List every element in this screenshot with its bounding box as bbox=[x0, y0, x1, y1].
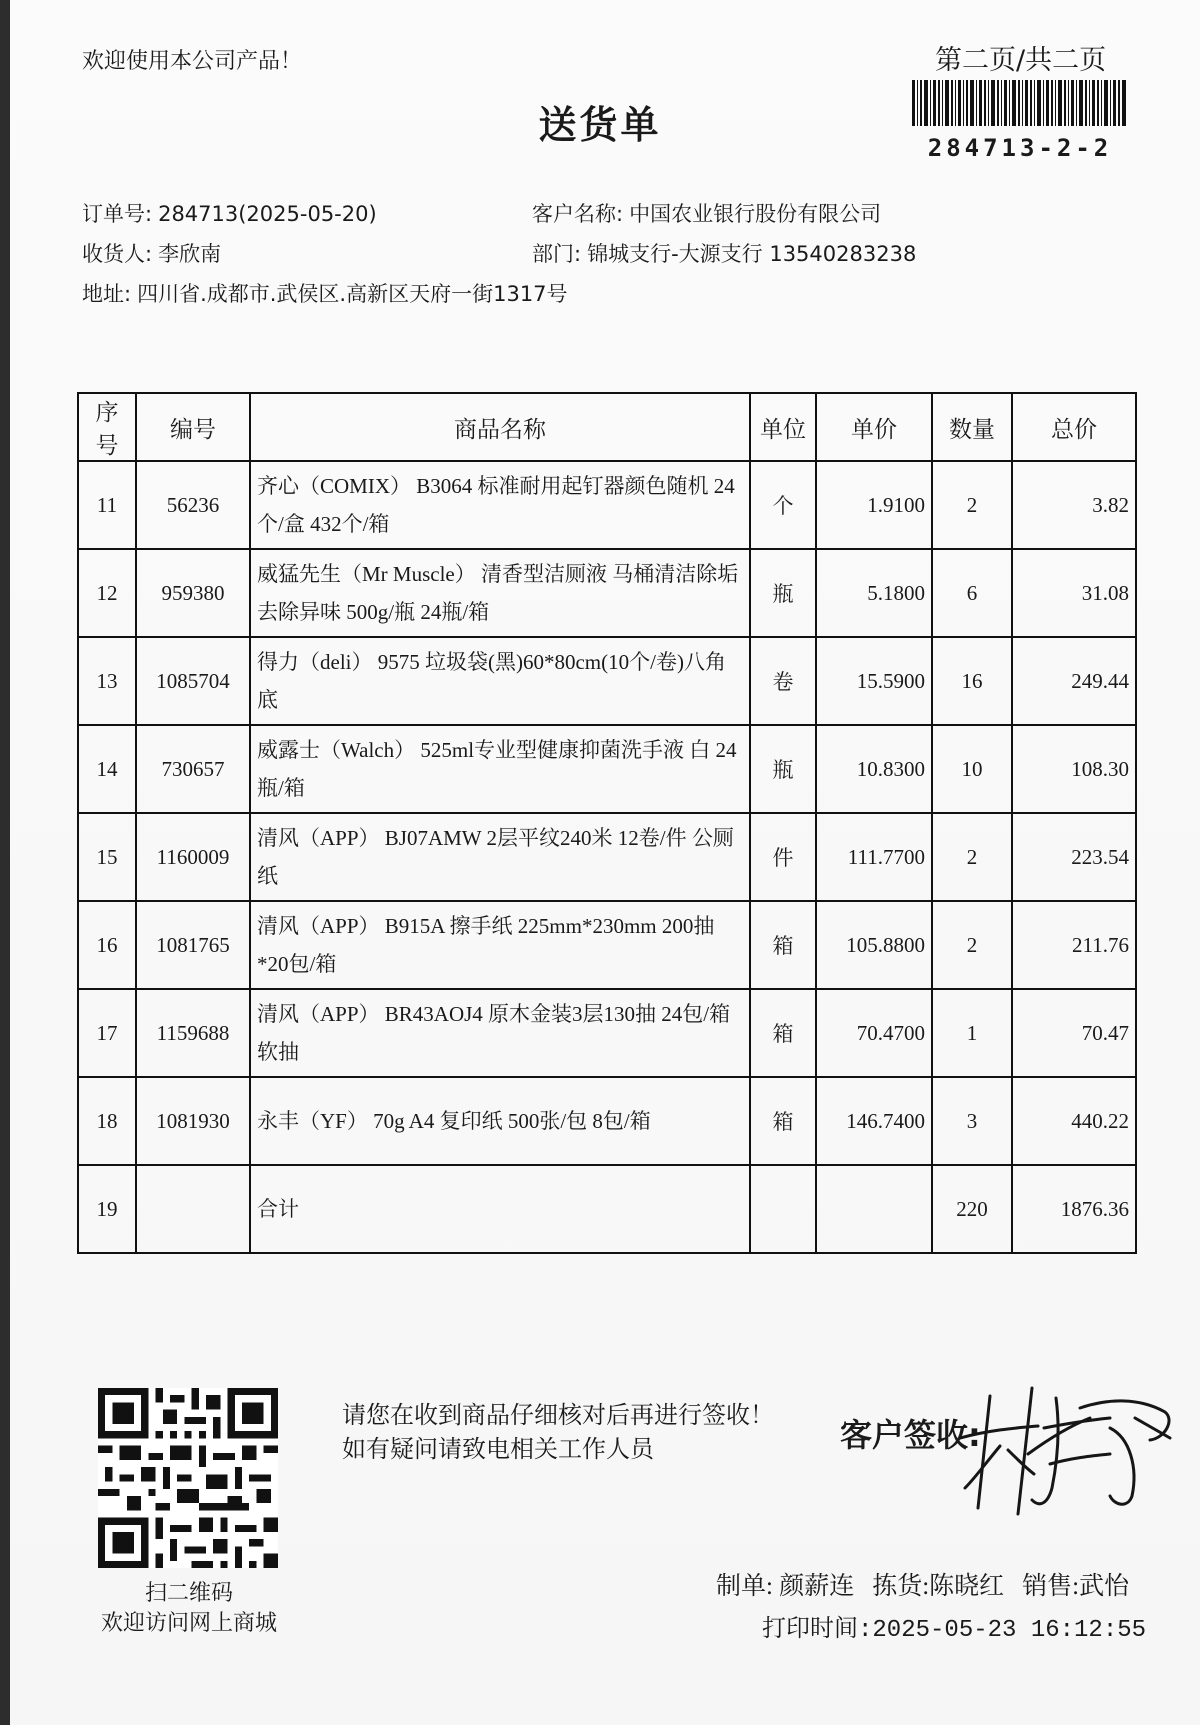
row-code: 1081765 bbox=[136, 901, 250, 989]
row-seq: 13 bbox=[78, 637, 136, 725]
table-row bbox=[78, 1077, 1136, 1165]
row-qty: 10 bbox=[932, 725, 1012, 813]
row-price: 105.8800 bbox=[816, 901, 932, 989]
dept-label: 部门: bbox=[532, 242, 582, 266]
row-name: 永丰（YF） 70g A4 复印纸 500张/包 8包/箱 bbox=[250, 1077, 750, 1165]
row-name: 清风（APP） BR43AOJ4 原木金装3层130抽 24包/箱 软抽 bbox=[250, 989, 750, 1077]
customer-label: 客户名称: bbox=[532, 202, 624, 226]
barcode-icon bbox=[912, 80, 1126, 126]
address bbox=[82, 278, 568, 308]
row-unit: 卷 bbox=[750, 637, 816, 725]
table-row bbox=[78, 637, 1136, 725]
row-total: 108.30 bbox=[1012, 725, 1136, 813]
header-name: 商品名称 bbox=[250, 393, 750, 461]
welcome-text: 欢迎使用本公司产品！ bbox=[82, 49, 303, 74]
receiver bbox=[82, 238, 221, 268]
total-row bbox=[78, 1165, 1136, 1253]
row-price: 146.7400 bbox=[816, 1077, 932, 1165]
qr-caption bbox=[74, 1578, 304, 1638]
row-total: 3.82 bbox=[1012, 461, 1136, 549]
total-seq: 19 bbox=[78, 1165, 136, 1253]
row-unit: 瓶 bbox=[750, 725, 816, 813]
total-qty: 220 bbox=[932, 1165, 1012, 1253]
document-title: 送货单 bbox=[538, 103, 662, 147]
table-row bbox=[78, 813, 1136, 901]
row-price: 111.7700 bbox=[816, 813, 932, 901]
row-unit: 件 bbox=[750, 813, 816, 901]
total-unit-empty bbox=[750, 1165, 816, 1253]
row-total: 70.47 bbox=[1012, 989, 1136, 1077]
header-unit: 单位 bbox=[750, 393, 816, 461]
dept-value: 锦城支行-大源支行 13540283238 bbox=[587, 242, 917, 266]
row-name: 清风（APP） BJ07AMW 2层平纹240米 12卷/件 公厕纸 bbox=[250, 813, 750, 901]
row-qty: 3 bbox=[932, 1077, 1012, 1165]
row-seq: 11 bbox=[78, 461, 136, 549]
row-total: 440.22 bbox=[1012, 1077, 1136, 1165]
row-code: 1160009 bbox=[136, 813, 250, 901]
row-price: 10.8300 bbox=[816, 725, 932, 813]
row-unit: 箱 bbox=[750, 989, 816, 1077]
customer-value: 中国农业银行股份有限公司 bbox=[629, 202, 882, 226]
handwritten-signature bbox=[960, 1368, 1180, 1518]
row-code: 730657 bbox=[136, 725, 250, 813]
total-label: 合计 bbox=[250, 1165, 750, 1253]
row-code: 959380 bbox=[136, 549, 250, 637]
row-price: 15.5900 bbox=[816, 637, 932, 725]
row-seq: 15 bbox=[78, 813, 136, 901]
table-row bbox=[78, 901, 1136, 989]
total-code-empty bbox=[136, 1165, 250, 1253]
header-code: 编号 bbox=[136, 393, 250, 461]
picker: 拣货:陈晓红 bbox=[872, 1573, 1005, 1600]
order-number bbox=[82, 198, 377, 228]
row-name: 得力（deli） 9575 垃圾袋(黑)60*80cm(10个/卷)八角底 bbox=[250, 637, 750, 725]
header-price: 单价 bbox=[816, 393, 932, 461]
page-indicator: 第二页/共二页 bbox=[935, 45, 1107, 76]
row-qty: 6 bbox=[932, 549, 1012, 637]
row-qty: 2 bbox=[932, 813, 1012, 901]
row-unit: 箱 bbox=[750, 1077, 816, 1165]
row-total: 31.08 bbox=[1012, 549, 1136, 637]
row-unit: 箱 bbox=[750, 901, 816, 989]
table-row bbox=[78, 989, 1136, 1077]
row-name: 清风（APP） B915A 擦手纸 225mm*230mm 200抽*20包/箱 bbox=[250, 901, 750, 989]
total-price-empty bbox=[816, 1165, 932, 1253]
row-seq: 14 bbox=[78, 725, 136, 813]
table-row bbox=[78, 725, 1136, 813]
maker: 制单: 颜薪连 bbox=[716, 1573, 855, 1600]
row-price: 1.9100 bbox=[816, 461, 932, 549]
row-price: 70.4700 bbox=[816, 989, 932, 1077]
row-seq: 17 bbox=[78, 989, 136, 1077]
table-row bbox=[78, 549, 1136, 637]
sales: 销售:武怡 bbox=[1022, 1573, 1130, 1600]
order-value: 284713(2025-05-20) bbox=[158, 202, 377, 226]
department bbox=[532, 238, 916, 268]
qr-code-icon bbox=[98, 1388, 278, 1568]
qr-caption-line1: 扫二维码 bbox=[144, 1580, 233, 1605]
order-label: 订单号: bbox=[82, 202, 153, 226]
row-unit: 个 bbox=[750, 461, 816, 549]
receiver-value: 李欣南 bbox=[158, 242, 222, 266]
row-unit: 瓶 bbox=[750, 549, 816, 637]
barcode-number: 284713-2-2 bbox=[927, 134, 1113, 162]
row-qty: 16 bbox=[932, 637, 1012, 725]
row-qty: 2 bbox=[932, 901, 1012, 989]
row-code: 1085704 bbox=[136, 637, 250, 725]
header-total: 总价 bbox=[1012, 393, 1136, 461]
table-header-row bbox=[78, 393, 1136, 461]
row-seq: 18 bbox=[78, 1077, 136, 1165]
address-value: 四川省.成都市.武侯区.高新区天府一街1317号 bbox=[137, 282, 568, 306]
total-amount: 1876.36 bbox=[1012, 1165, 1136, 1253]
verification-notice: 请您在收到商品仔细核对后再进行签收！如有疑问请致电相关工作人员 bbox=[342, 1401, 774, 1463]
header-seq: 序号 bbox=[78, 393, 136, 461]
row-qty: 2 bbox=[932, 461, 1012, 549]
customer-signature-label: 客户签收: bbox=[840, 1416, 981, 1454]
row-code: 1159688 bbox=[136, 989, 250, 1077]
receiver-label: 收货人: bbox=[82, 242, 153, 266]
items-table bbox=[77, 392, 1137, 1254]
row-name: 齐心（COMIX） B3064 标准耐用起钉器颜色随机 24个/盒 432个/箱 bbox=[250, 461, 750, 549]
scan-edge bbox=[0, 0, 10, 1725]
row-seq: 16 bbox=[78, 901, 136, 989]
row-qty: 1 bbox=[932, 989, 1012, 1077]
qr-caption-line2: 欢迎访问网上商城 bbox=[100, 1610, 277, 1635]
header-qty: 数量 bbox=[932, 393, 1012, 461]
row-total: 211.76 bbox=[1012, 901, 1136, 989]
address-label: 地址: bbox=[82, 282, 132, 306]
row-name: 威猛先生（Mr Muscle） 清香型洁厕液 马桶清洁除垢去除异味 500g/瓶 24瓶/箱 bbox=[250, 549, 750, 637]
customer-name bbox=[532, 198, 881, 228]
row-price: 5.1800 bbox=[816, 549, 932, 637]
row-total: 223.54 bbox=[1012, 813, 1136, 901]
row-code: 56236 bbox=[136, 461, 250, 549]
staff-line bbox=[716, 1566, 1147, 1602]
table-row bbox=[78, 461, 1136, 549]
print-time: 打印时间:2025-05-23 16:12:55 bbox=[762, 1617, 1147, 1644]
row-total: 249.44 bbox=[1012, 637, 1136, 725]
row-name: 威露士（Walch） 525ml专业型健康抑菌洗手液 白 24瓶/箱 bbox=[250, 725, 750, 813]
row-seq: 12 bbox=[78, 549, 136, 637]
row-code: 1081930 bbox=[136, 1077, 250, 1165]
